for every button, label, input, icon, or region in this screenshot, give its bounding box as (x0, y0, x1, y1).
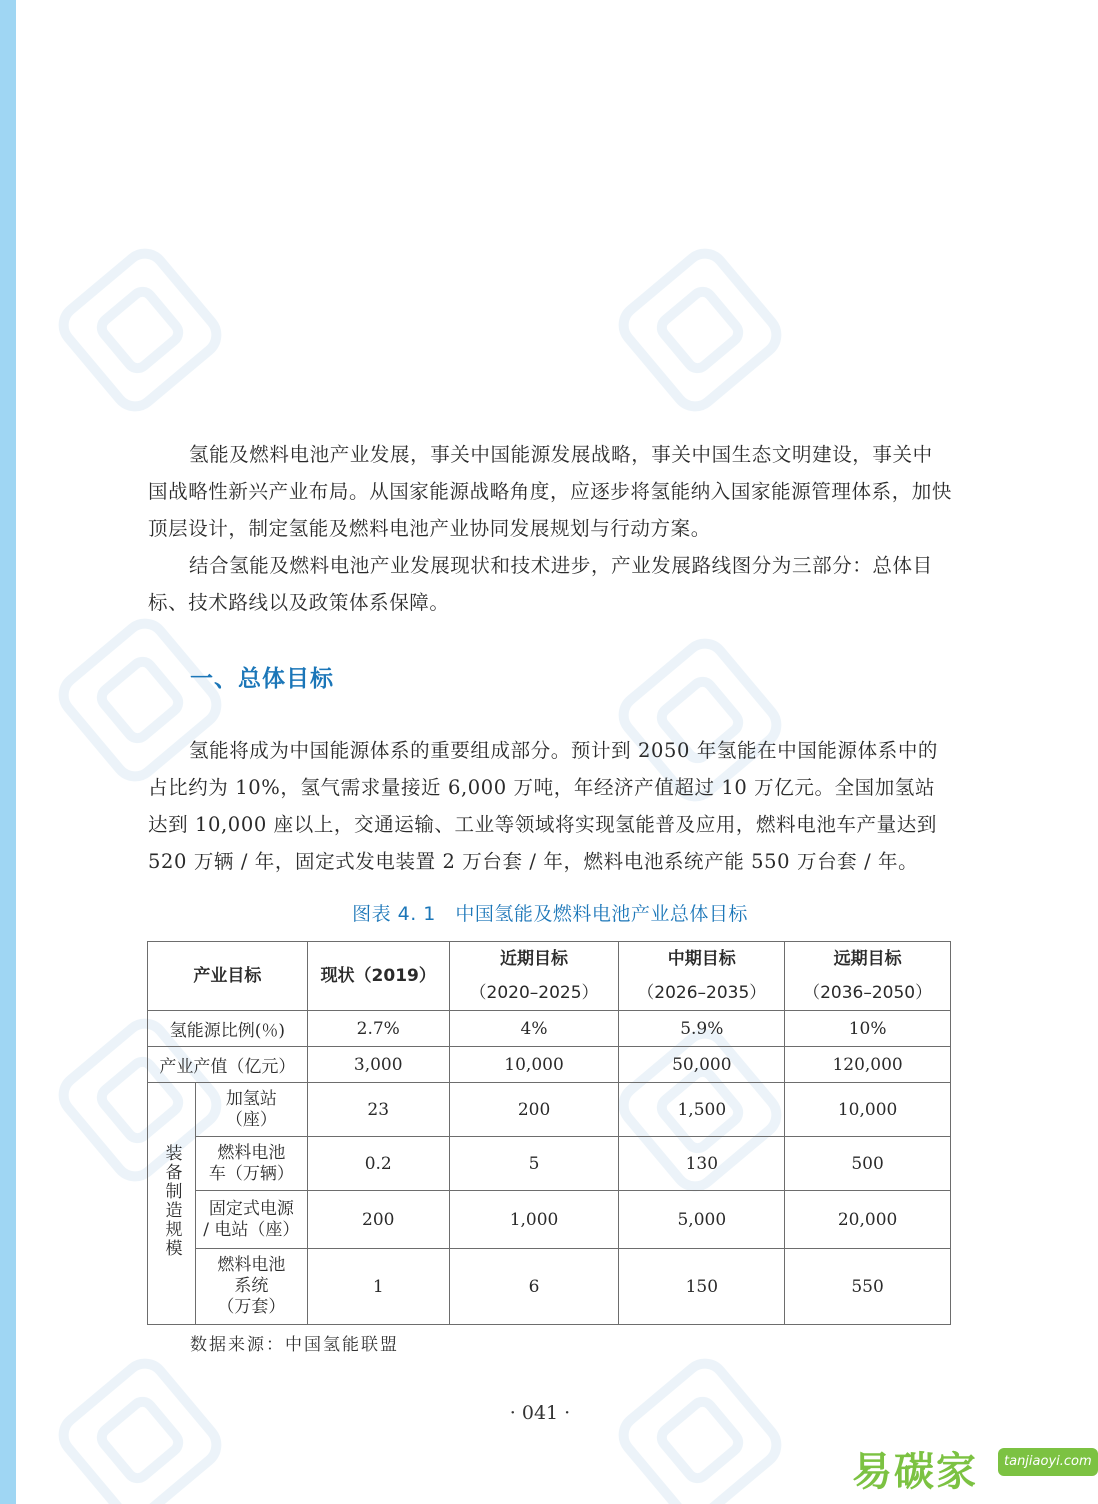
table-header-row (148, 942, 951, 1011)
table-cell: 10,000 (449, 1047, 619, 1083)
table-cell: 5,000 (619, 1191, 785, 1249)
table-cell: 3,000 (307, 1047, 449, 1083)
table-cell: 6 (449, 1249, 619, 1325)
table-cell: 500 (785, 1137, 951, 1191)
table-cell: 23 (307, 1083, 449, 1137)
table-row (148, 1191, 951, 1249)
table-row (148, 1137, 951, 1191)
brand-logo[interactable] (852, 1436, 1092, 1496)
table-cell: 200 (307, 1191, 449, 1249)
table-cell: 50,000 (619, 1047, 785, 1083)
page-side-bar (0, 0, 16, 1504)
table-cell: 4% (449, 1011, 619, 1047)
header-mid: 中期目标 （2026–2035） (619, 942, 785, 1011)
table-cell: 5 (449, 1137, 619, 1191)
row-label: 燃料电池 车（万辆） (195, 1137, 307, 1191)
table-cell: 5.9% (619, 1011, 785, 1047)
brand-name: 易碳家 (852, 1449, 978, 1495)
table-cell: 20,000 (785, 1191, 951, 1249)
table-cell: 150 (619, 1249, 785, 1325)
table-cell: 200 (449, 1083, 619, 1137)
goals-table (147, 941, 951, 1325)
table-row (148, 1083, 951, 1137)
header-near: 近期目标 （2020–2025） (449, 942, 619, 1011)
row-label: 加氢站 （座） (195, 1083, 307, 1137)
table-cell: 120,000 (785, 1047, 951, 1083)
row-label: 燃料电池 系统 （万套） (195, 1249, 307, 1325)
table-cell: 1,500 (619, 1083, 785, 1137)
group-label: 装备制造规模 (161, 1144, 182, 1258)
table-cell: 130 (619, 1137, 785, 1191)
data-source: 数据来源：中国氢能联盟 (190, 1335, 399, 1355)
table-row (148, 1011, 951, 1047)
table-caption: 图表 4. 1 中国氢能及燃料电池产业总体目标 (352, 903, 748, 925)
intro-paragraph-2: 结合氢能及燃料电池产业发展现状和技术进步，产业发展路线图分为三部分：总体目标、技术路线以及政策体系保障。 (148, 554, 933, 614)
table-row (148, 1249, 951, 1325)
section-title: 一、总体目标 (190, 666, 334, 692)
table-cell: 550 (785, 1249, 951, 1325)
row-label: 氢能源比例(％) (148, 1011, 308, 1047)
table-row (148, 1047, 951, 1083)
table-cell: 1,000 (449, 1191, 619, 1249)
group-label-cell (148, 1083, 196, 1325)
table-cell: 0.2 (307, 1137, 449, 1191)
table-cell: 10% (785, 1011, 951, 1047)
table-cell: 1 (307, 1249, 449, 1325)
header-goal: 产业目标 (148, 942, 308, 1011)
header-long: 远期目标 （2036–2050） (785, 942, 951, 1011)
row-label: 产业产值（亿元） (148, 1047, 308, 1083)
table-cell: 10,000 (785, 1083, 951, 1137)
row-label: 固定式电源 / 电站（座） (195, 1191, 307, 1249)
page-number: · 041 · (509, 1402, 571, 1424)
table-cell: 2.7% (307, 1011, 449, 1047)
brand-domain: tanjiaoyi.com (998, 1448, 1098, 1476)
intro-paragraph-1: 氢能及燃料电池产业发展，事关中国能源发展战略，事关中国生态文明建设，事关中国战略性新兴产业布局。从国家能源战略角度，应逐步将氢能纳入国家能源管理体系，加快顶层设计，制定氢能及燃料电池产业协同发展规划与行动方案。 (148, 443, 953, 540)
section-paragraph: 氢能将成为中国能源体系的重要组成部分。预计到 2050 年氢能在中国能源体系中的占比约为 10%，氢气需求量接近 6,000 万吨，年经济产值超过 10 万亿元。全国加氢站达到 10,000 座以上，交通运输、工业等领域将实现氢能普及应用，燃料电池车产量达到 520 万辆 / 年，固定式发电装置 2 万台套 / 年，燃料电池系统产能 550 万台套 / 年。 (148, 739, 939, 873)
header-status: 现状（2019） (307, 942, 449, 1011)
